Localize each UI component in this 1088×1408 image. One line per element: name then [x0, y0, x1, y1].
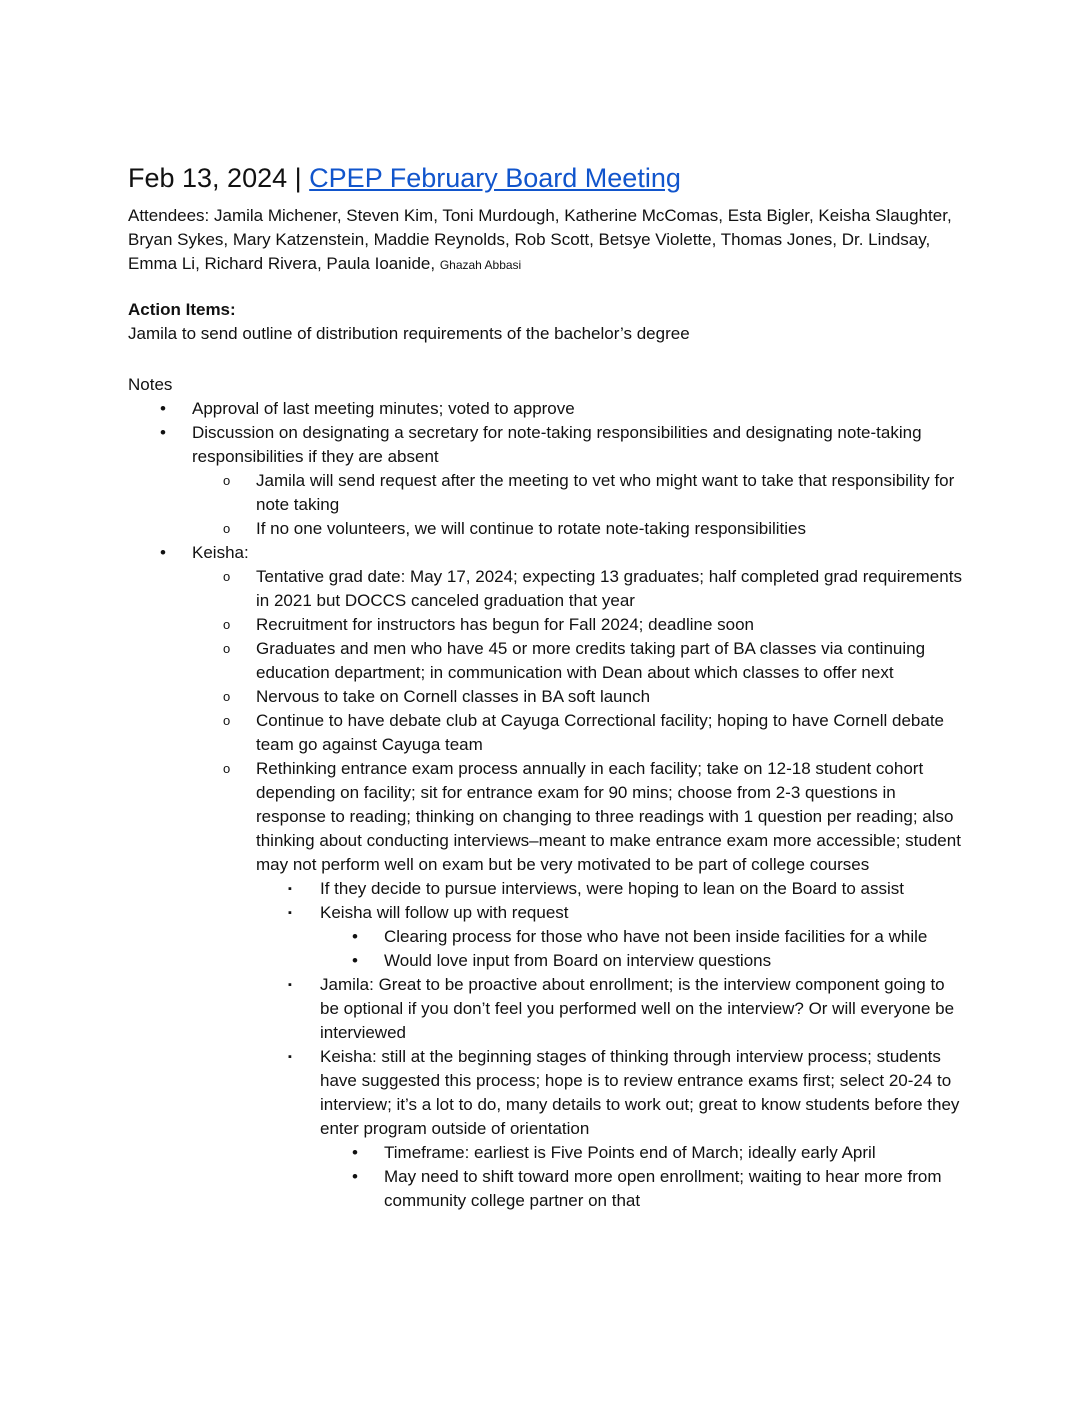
meeting-link[interactable]: CPEP February Board Meeting [309, 163, 681, 193]
bullet-marker: ▪ [288, 1051, 292, 1063]
bullet-marker: ▪ [288, 907, 292, 919]
bullet-marker: • [160, 543, 166, 562]
sub-list-level-4 [320, 1141, 968, 1213]
note-text: Recruitment for instructors has begun for Fall 2024; deadline soon [256, 615, 754, 634]
note-item-level-2 [192, 565, 968, 613]
note-item-level-3 [256, 1045, 968, 1213]
sub-list-level-2 [192, 565, 968, 1213]
note-item-level-1 [128, 397, 968, 421]
bullet-marker: o [223, 521, 231, 536]
action-items-heading: Action Items: [128, 300, 236, 319]
bullet-marker: ▪ [288, 883, 292, 895]
note-text: Discussion on designating a secretary for note-taking responsibilities and designating note-taking responsibilities if they are absent [192, 423, 922, 466]
bullet-marker: o [223, 713, 231, 728]
bullet-marker: ▪ [288, 979, 292, 991]
note-text: May need to shift toward more open enrollment; waiting to hear more from community college partner on that [384, 1167, 942, 1210]
note-text: Jamila will send request after the meeting to vet who might want to take that responsibility for note taking [256, 471, 955, 514]
note-text: If no one volunteers, we will continue to rotate note-taking responsibilities [256, 519, 806, 538]
notes-list [128, 397, 968, 1213]
note-item-level-2 [192, 637, 968, 685]
note-text: Keisha will follow up with request [320, 903, 569, 922]
note-item-level-4 [320, 1165, 968, 1213]
bullet-marker: o [223, 617, 231, 632]
bullet-marker: o [223, 689, 231, 704]
bullet-marker: o [223, 569, 231, 584]
note-text: Keisha: still at the beginning stages of thinking through interview process; students have suggested this process; hope is to review entrance exams first; select 20-24 to interview; it’s a lot to do, many details to work out; great to know students before they enter program outside of orientation [320, 1047, 960, 1138]
bullet-marker: o [223, 473, 231, 488]
bullet-marker: o [223, 761, 231, 776]
note-item-level-2 [192, 469, 968, 517]
sub-list-level-3 [256, 877, 968, 1213]
note-item-level-4 [320, 925, 968, 949]
note-item-level-2 [192, 709, 968, 757]
note-item-level-2 [192, 757, 968, 1213]
note-text: If they decide to pursue interviews, were hoping to lean on the Board to assist [320, 879, 905, 898]
meeting-date: Feb 13, 2024 [128, 163, 288, 193]
note-item-level-3 [256, 877, 968, 901]
note-text: Rethinking entrance exam process annually in each facility; take on 12-18 student cohort depending on facility; sit for entrance exam for 90 mins; choose from 2-3 questions in response to reading; thinking on changing to three readings with 1 question per reading; also thinking about conducting interviews–meant to make entrance exam more accessible; student may not perform well on exam but be very motivated to be part of college courses [256, 759, 961, 874]
note-text: Would love input from Board on interview questions [384, 951, 772, 970]
note-item-level-3 [256, 901, 968, 973]
note-item-level-2 [192, 613, 968, 637]
notes-label: Notes [128, 375, 173, 394]
attendees-text: Attendees: Jamila Michener, Steven Kim, Toni Murdough, Katherine McComas, Esta Bigler, Keisha Slaughter, Bryan Sykes, Mary Katzenstein, Maddie Reynolds, Rob Scott, Betsye Violette, Thomas Jones, Dr. Lindsay, Emma Li, Richard Rivera, Paula Ioanide, [128, 206, 952, 273]
note-item-level-1 [128, 541, 968, 1213]
note-text: Tentative grad date: May 17, 2024; expecting 13 graduates; half completed grad requirements in 2021 but DOCCS canceled graduation that year [256, 567, 962, 610]
sub-list-level-2 [192, 469, 968, 541]
note-text: Continue to have debate club at Cayuga Correctional facility; hoping to have Cornell debate team go against Cayuga team [256, 711, 944, 754]
bullet-marker: o [223, 641, 231, 656]
note-item-level-3 [256, 973, 968, 1045]
bullet-marker: • [160, 399, 166, 418]
note-item-level-2 [192, 517, 968, 541]
note-text: Clearing process for those who have not been inside facilities for a while [384, 927, 928, 946]
note-text: Timeframe: earliest is Five Points end of March; ideally early April [384, 1143, 876, 1162]
action-item: Jamila to send outline of distribution requirements of the bachelor’s degree [128, 324, 690, 343]
bullet-marker: • [160, 423, 166, 442]
note-text: Nervous to take on Cornell classes in BA soft launch [256, 687, 651, 706]
note-text: Keisha: [192, 543, 249, 562]
note-item-level-4 [320, 1141, 968, 1165]
document-content [128, 160, 968, 1213]
note-item-level-1 [128, 421, 968, 541]
attendee-small-name: Ghazah Abbasi [439, 258, 522, 272]
bullet-marker: • [352, 1167, 358, 1186]
sub-list-level-4 [320, 925, 968, 973]
note-item-level-4 [320, 949, 968, 973]
note-text: Approval of last meeting minutes; voted to approve [192, 399, 575, 418]
note-text: Graduates and men who have 45 or more credits taking part of BA classes via continuing education department; in communication with Dean about which classes to offer next [256, 639, 926, 682]
title-separator: | [287, 163, 310, 193]
page-title [128, 160, 968, 196]
attendees-list [128, 204, 968, 277]
bullet-marker: • [352, 1143, 358, 1162]
note-text: Jamila: Great to be proactive about enrollment; is the interview component going to be optional if you don’t feel you performed well on the interview? Or will everyone be interviewed [320, 975, 955, 1042]
note-item-level-2 [192, 685, 968, 709]
bullet-marker: • [352, 951, 358, 970]
bullet-marker: • [352, 927, 358, 946]
